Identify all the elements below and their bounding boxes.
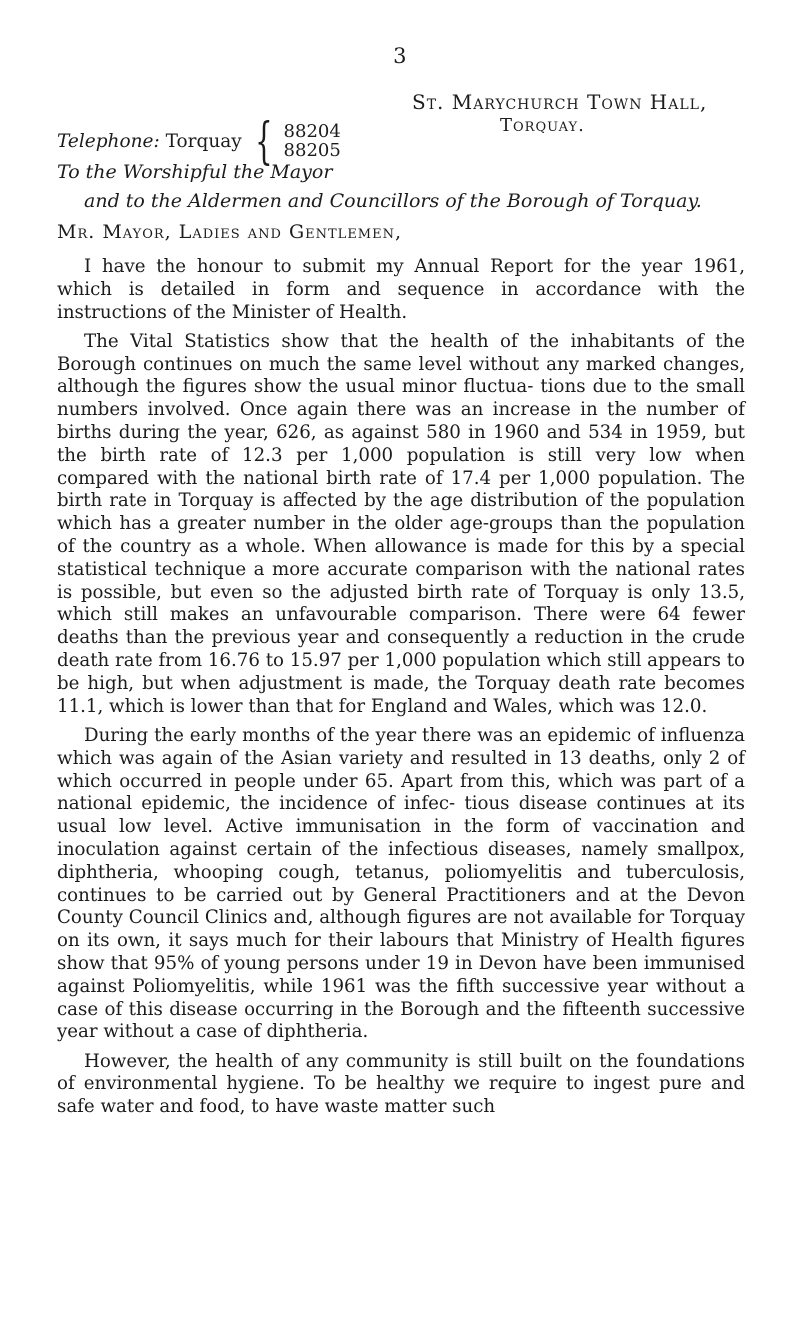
paragraph: However, the health of any community is still built on the foundations of environmental hygiene. To be healthy we require to ingest pure and safe water and food, to have waste matter such — [57, 1050, 745, 1118]
report-body — [57, 256, 745, 1125]
salutation-line-1: To the Worshipful the Mayor — [57, 161, 333, 183]
address-line-2: Torquay. — [500, 115, 585, 136]
paragraph: The Vital Statistics show that the health of the inhabitants of the Borough continues on much the same level without any marked changes, although the figures show the usual minor fluctua- tions due to the small numbers involved. Once again there was an increase in the number of births during the year, 626, as against 580 in 1960 and 534 in 1959, but the birth rate of 12.3 per 1,000 population is still very low when compared with the national birth rate of 17.4 per 1,000 population. The birth rate in Torquay is affected by the age distribution of the population which has a greater number in the older age-groups than the population of the country as a whole. When allowance is made for this by a special statistical technique a more accurate comparison with the national rates is possible, but even so the adjusted birth rate of Torquay is only 13.5, which still makes an unfavourable comparison. There were 64 fewer deaths than the previous year and consequently a reduction in the crude death rate from 16.76 to 15.97 per 1,000 population which still appears to be high, but when adjustment is made, the Torquay death rate becomes 11.1, which is lower than that for England and Wales, which was 12.0. — [57, 330, 745, 717]
paragraph: During the early months of the year there was an epidemic of influenza which was again of the Asian variety and resulted in 13 deaths, only 2 of which occurred in people under 65. Apart from this, which was part of a national epidemic, the incidence of infec- tious disease continues at its usual low level. Active immunisation in the form of vaccination and inoculation against certain of the infectious diseases, namely smallpox, diphtheria, whooping cough, tetanus, poliomyelitis and tuberculosis, continues to be carried out by General Practitioners and at the Devon County Council Clinics and, although figures are not available for Torquay on its own, it says much for their labours that Ministry of Health figures show that 95% of young persons under 19 in Devon have been immunised against Poliomyelitis, while 1961 was the fifth successive year without a case of this disease occurring in the Borough and the fifteenth successive year without a case of diphtheria. — [57, 724, 745, 1043]
address-line-1: St. Marychurch Town Hall, — [412, 90, 708, 114]
telephone-number: 88205 — [283, 140, 341, 161]
telephone-label: Telephone: — [57, 130, 160, 152]
telephone-block — [57, 112, 341, 170]
salutation-line-2: and to the Aldermen and Councillors of the Borough of Torquay. — [84, 190, 702, 212]
paragraph: I have the honour to submit my Annual Report for the year 1961, which is detailed in form and sequence in accordance with the instructions of the Minister of Health. — [57, 256, 745, 323]
telephone-numbers — [284, 122, 341, 160]
page-number: 3 — [393, 44, 407, 68]
brace-icon: { — [254, 112, 273, 170]
greeting: Mr. Mayor, Ladies and Gentlemen, — [57, 221, 403, 243]
letterhead-address — [412, 90, 752, 138]
telephone-exchange: Torquay — [165, 130, 242, 152]
telephone-number: 88204 — [283, 121, 341, 142]
